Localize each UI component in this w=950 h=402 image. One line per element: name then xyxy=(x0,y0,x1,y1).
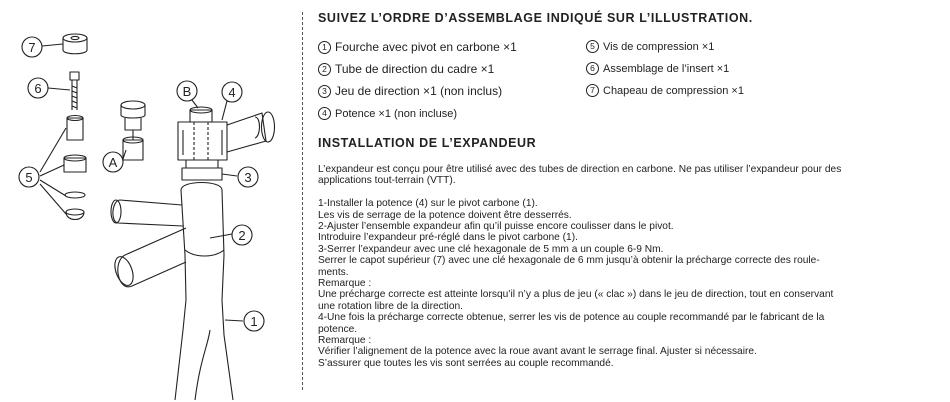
part-number: 6 xyxy=(586,62,599,75)
instruction-line: Remarque : xyxy=(318,278,372,290)
part-label: Jeu de direction ×1 (non inclus) xyxy=(335,84,503,98)
instruction-line: Vérifier l’alignement de la potence avec la roue avant avant le serrage final. Ajuster si nécessaire. xyxy=(318,346,757,358)
part-label: Tube de direction du cadre ×1 xyxy=(335,62,495,76)
dashed-divider xyxy=(302,12,303,390)
instruction-line: S’assurer que toutes les vis sont serrées au couple recommandé. xyxy=(318,357,614,369)
part-label: Fourche avec pivot en carbone ×1 xyxy=(335,40,517,54)
frame-head-tube xyxy=(181,190,224,300)
callout-1: 1 xyxy=(250,314,258,329)
instruction-line: Remarque : xyxy=(318,335,372,347)
expander-part xyxy=(121,101,145,160)
stem xyxy=(178,122,227,160)
callout-6: 6 xyxy=(34,81,42,96)
part-number: 4 xyxy=(318,107,331,120)
part-label: Assemblage de l’insert ×1 xyxy=(603,62,730,75)
part-item-4 xyxy=(318,107,457,120)
callout-a: A xyxy=(108,155,118,170)
instruction-line: 3-Serrer l’expandeur avec une clé hexagonale de 5 mm a un couple 6-9 Nm. xyxy=(318,243,664,255)
callout-7: 7 xyxy=(28,40,36,55)
part-label: Potence ×1 (non incluse) xyxy=(335,107,457,120)
frame-down-tube xyxy=(118,228,186,287)
frame-top-tube xyxy=(113,200,183,226)
callout-4: 4 xyxy=(228,85,236,100)
instruction-line: L’expandeur est conçu pour être utilisé avec des tubes de direction en carbone. Ne pas utiliser l’expandeur pour des xyxy=(318,164,842,175)
part-number: 2 xyxy=(318,63,331,76)
part-number: 7 xyxy=(586,84,599,97)
assembly-heading: SUIVEZ L’ORDRE D’ASSEMBLAGE INDIQUÉ SUR L’ILLUSTRATION. xyxy=(318,11,753,25)
instructions-body xyxy=(318,164,930,369)
instruction-line: potence. xyxy=(318,323,358,335)
instruction-line: ments. xyxy=(318,266,349,278)
instruction-line: Introduire l’expandeur pré-réglé dans le pivot carbone (1). xyxy=(318,232,578,244)
part-item-5 xyxy=(586,40,714,53)
part-number: 5 xyxy=(586,40,599,53)
part-label: Vis de compression ×1 xyxy=(603,40,715,53)
part-item-1 xyxy=(318,40,517,54)
callout-2: 2 xyxy=(238,228,246,243)
compression-bolt xyxy=(70,72,79,110)
part-item-3 xyxy=(318,84,502,98)
instruction-line: applications tout-terrain (VTT). xyxy=(318,175,456,187)
fork-steerer xyxy=(175,300,186,400)
insert-assembly xyxy=(64,116,86,220)
instruction-line: 2-Ajuster l’ensemble expandeur afin qu’il puisse encore coulisser dans le pivot. xyxy=(318,221,674,233)
instruction-line: Une précharge correcte est atteinte lorsqu’il n’y a plus de jeu (« clac ») dans le jeu de direction, tout en conservant xyxy=(318,289,834,301)
part-item-2 xyxy=(318,62,494,76)
instruction-line: une rotation libre de la direction. xyxy=(318,300,463,312)
assembly-illustration xyxy=(0,0,300,402)
instruction-line: 1-Installer la potence (4) sur le pivot carbone (1). xyxy=(318,198,538,210)
instruction-line: Les vis de serrage de la potence doivent être desserrés. xyxy=(318,209,572,221)
part-label: Chapeau de compression ×1 xyxy=(603,84,744,97)
part-item-7 xyxy=(586,84,744,97)
install-heading: INSTALLATION DE L’EXPANDEUR xyxy=(318,136,537,150)
part-number: 1 xyxy=(318,41,331,54)
instruction-line xyxy=(318,187,930,198)
part-number: 3 xyxy=(318,85,331,98)
callout-b: B xyxy=(182,84,192,99)
part-item-6 xyxy=(586,62,729,75)
callout-5: 5 xyxy=(25,170,33,185)
callout-3: 3 xyxy=(244,170,252,185)
compression-cap xyxy=(63,34,87,54)
instruction-line: Serrer le capot supérieur (7) avec une clé hexagonale de 6 mm jusqu’à obtenir la précharge correcte des roule- xyxy=(318,255,820,267)
headset xyxy=(182,168,222,180)
instruction-line: 4-Une fois la précharge correcte obtenue, serrer les vis de potence au couple recommandé par le fabricant de la xyxy=(318,312,825,324)
